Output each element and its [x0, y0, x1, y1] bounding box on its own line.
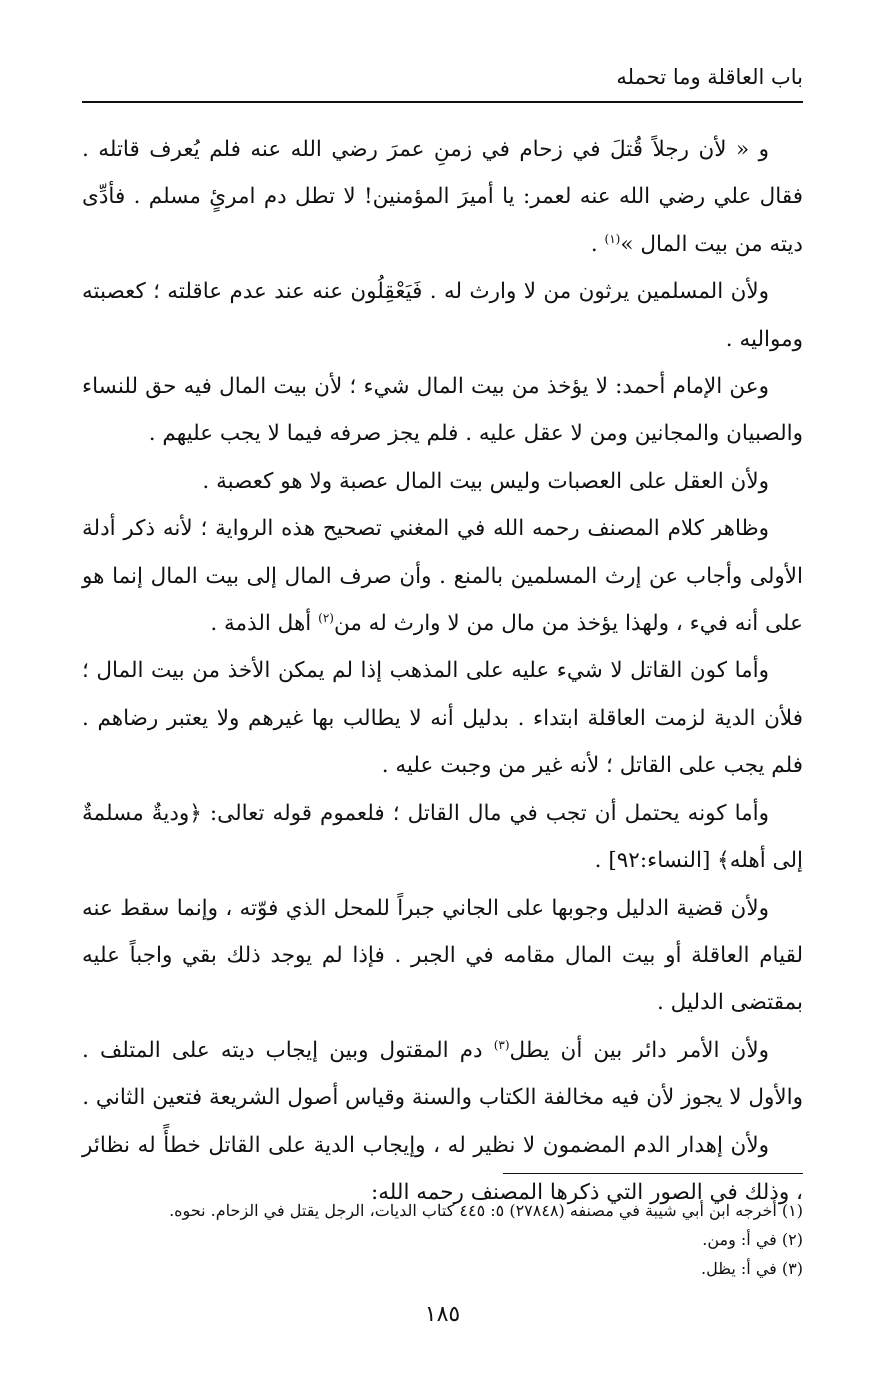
header-rule: [82, 101, 803, 103]
paragraph-text: ولأن قضية الدليل وجوبها على الجاني جبراً للمحل الذي فوّته ، وإنما سقط عنه لقيام العاقلة أو بيت المال مقامه في الجبر . فإذا لم يوجد ذلك بقي واجباً عليه بمقتضى الدليل .: [82, 895, 803, 1016]
paragraph-text: و « لأن رجلاً قُتلَ في زحام في زمنِ عمرَ رضي الله عنه فلم يُعرف قاتله . فقال علي رضي الله عنه لعمر: يا أميرَ المؤمنين! لا تطل دم امرئٍ مسلم . فأدِّى ديته من بيت المال »: [82, 137, 803, 257]
footnote-reference: (٣): [493, 1037, 510, 1052]
footnote: (٢) في أ: ومن.: [702, 1230, 803, 1249]
paragraph-text: وأما كونه يحتمل أن تجب في مال القاتل ؛ فلعموم قوله تعالى: ﴿وديةٌ مسلمةٌ إلى أهله﴾ [النساء:٩٢] .: [82, 800, 803, 874]
paragraph: [82, 885, 803, 1027]
footnote-reference: (٢): [318, 610, 334, 625]
paragraph-text: وظاهر كلام المصنف رحمه الله في المغني تصحيح هذه الرواية ؛ لأنه ذكر أدلة الأولى وأجاب عن إرث المسلمين بالمنع . وأن صرف المال إلى بيت المال إنما هو على أنه فيء ، ولهذا يؤخذ من مال من لا وارث له من: [82, 516, 803, 637]
paragraph-text: ولأن إهدار الدم المضمون لا نظير له ، وإيجاب الدية على القاتل خطأً له نظائر ، وذلك في الصور التي ذكرها المصنف رحمه الله:: [82, 1132, 803, 1205]
page-number: ١٨٥: [424, 1302, 461, 1327]
running-header: باب العاقلة وما تحمله: [616, 65, 803, 89]
footnote: (١) أخرجه ابن أبي شيبة في مصنفه (٢٧٨٤٨) ٥: ٤٤٥ كتاب الديات، الرجل يقتل في الزحام. نحوه.: [169, 1201, 803, 1220]
footnote-separator: [503, 1173, 803, 1174]
footnote: (٣) في أ: يظل.: [701, 1259, 803, 1278]
footnote-reference: (١): [604, 231, 621, 246]
paragraph-text: وأما كون القاتل لا شيء عليه على المذهب إذا لم يمكن الأخذ من بيت المال ؛ فلأن الدية لزمت العاقلة ابتداء . بدليل أنه لا يطالب بها غيرهم ولا يعتبر رضاهم . فلم يجب على القاتل ؛ لأنه غير من وجبت عليه .: [82, 658, 803, 779]
paragraph-text: .: [590, 231, 605, 257]
paragraph: [82, 126, 803, 268]
paragraph-text: دم المقتول وبين إيجاب ديته على المتلف . والأول لا يجوز لأن فيه مخالفة الكتاب والسنة وقياس أصول الشريعة فتعين الثاني .: [82, 1037, 803, 1111]
paragraph-text: ولأن المسلمين يرثون من لا وارث له . فَيَعْقِلُون عنه عند عدم عاقلته ؛ كعصبته ومواليه .: [82, 279, 803, 352]
paragraph: [82, 647, 803, 789]
paragraph: [82, 505, 803, 647]
paragraph-text: ولأن العقل على العصبات وليس بيت المال عصبة ولا هو كعصبة .: [202, 468, 769, 494]
paragraph-text: وعن الإمام أحمد: لا يؤخذ من بيت المال شيء ؛ لأن بيت المال فيه حق للنساء والصبيان والمجانين ومن لا عقل عليه . فلم يجز صرفه فيما لا يجب عليهم .: [82, 374, 803, 447]
paragraph: [82, 363, 803, 458]
paragraph-text: أهل الذمة .: [210, 611, 319, 637]
paragraph: [82, 1027, 803, 1122]
main-text: [82, 126, 803, 1216]
footnotes: [82, 1196, 803, 1283]
paragraph: [82, 268, 803, 363]
paragraph: [82, 458, 803, 505]
paragraph-text: ولأن الأمر دائر بين أن يطل: [509, 1037, 769, 1063]
paragraph: [82, 790, 803, 885]
